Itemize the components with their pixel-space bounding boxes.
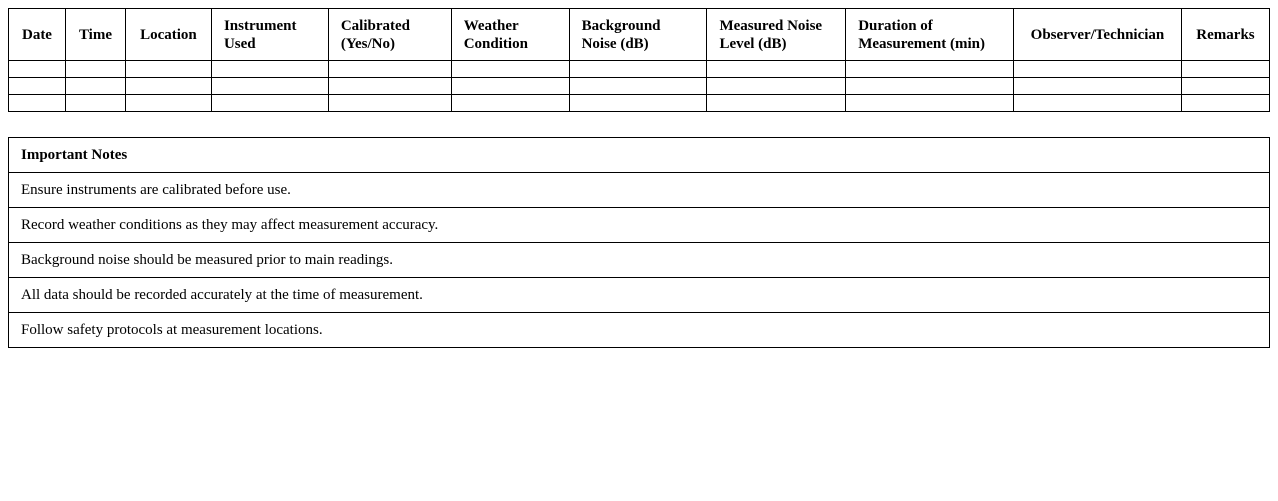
table-cell[interactable] — [707, 95, 846, 112]
notes-header-row — [9, 138, 1270, 173]
table-cell[interactable] — [1181, 61, 1269, 78]
column-header-background-noise: Background Noise (dB) — [569, 9, 707, 61]
table-cell[interactable] — [1013, 78, 1181, 95]
table-cell[interactable] — [707, 78, 846, 95]
table-cell[interactable] — [9, 78, 66, 95]
table-cell[interactable] — [451, 78, 569, 95]
column-header-duration: Duration of Measurement (min) — [846, 9, 1014, 61]
table-cell[interactable] — [569, 61, 707, 78]
list-item — [9, 173, 1270, 208]
list-item — [9, 278, 1270, 313]
important-notes-table — [8, 137, 1270, 348]
table-cell[interactable] — [65, 95, 125, 112]
note-text: Background noise should be measured prior to main readings. — [9, 243, 1270, 278]
table-cell[interactable] — [846, 78, 1014, 95]
list-item — [9, 313, 1270, 348]
column-header-calibrated: Calibrated (Yes/No) — [328, 9, 451, 61]
table-cell[interactable] — [707, 61, 846, 78]
note-text: Ensure instruments are calibrated before use. — [9, 173, 1270, 208]
column-header-remarks: Remarks — [1181, 9, 1269, 61]
column-header-date: Date — [9, 9, 66, 61]
list-item — [9, 243, 1270, 278]
column-header-location: Location — [125, 9, 211, 61]
table-row — [9, 78, 1270, 95]
note-text: All data should be recorded accurately at the time of measurement. — [9, 278, 1270, 313]
notes-title: Important Notes — [9, 138, 1270, 173]
list-item — [9, 208, 1270, 243]
table-row — [9, 95, 1270, 112]
table-cell[interactable] — [1013, 61, 1181, 78]
table-cell[interactable] — [328, 95, 451, 112]
table-cell[interactable] — [211, 95, 328, 112]
table-cell[interactable] — [846, 95, 1014, 112]
table-row — [9, 61, 1270, 78]
table-header-row — [9, 9, 1270, 61]
table-cell[interactable] — [65, 78, 125, 95]
table-cell[interactable] — [569, 78, 707, 95]
table-cell[interactable] — [328, 78, 451, 95]
table-cell[interactable] — [846, 61, 1014, 78]
table-cell[interactable] — [569, 95, 707, 112]
column-header-observer-technician: Observer/Technician — [1013, 9, 1181, 61]
column-header-time: Time — [65, 9, 125, 61]
table-cell[interactable] — [65, 61, 125, 78]
table-cell[interactable] — [451, 61, 569, 78]
table-cell[interactable] — [211, 61, 328, 78]
column-header-measured-noise-level: Measured Noise Level (dB) — [707, 9, 846, 61]
column-header-instrument-used: Instrument Used — [211, 9, 328, 61]
table-cell[interactable] — [125, 61, 211, 78]
table-cell[interactable] — [9, 95, 66, 112]
table-cell[interactable] — [1013, 95, 1181, 112]
table-cell[interactable] — [1181, 95, 1269, 112]
table-cell[interactable] — [328, 61, 451, 78]
noise-measurement-log-table — [8, 8, 1270, 112]
table-cell[interactable] — [125, 78, 211, 95]
note-text: Follow safety protocols at measurement locations. — [9, 313, 1270, 348]
table-cell[interactable] — [9, 61, 66, 78]
column-header-weather-condition: Weather Condition — [451, 9, 569, 61]
table-cell[interactable] — [211, 78, 328, 95]
table-cell[interactable] — [125, 95, 211, 112]
note-text: Record weather conditions as they may affect measurement accuracy. — [9, 208, 1270, 243]
table-cell[interactable] — [451, 95, 569, 112]
table-cell[interactable] — [1181, 78, 1269, 95]
